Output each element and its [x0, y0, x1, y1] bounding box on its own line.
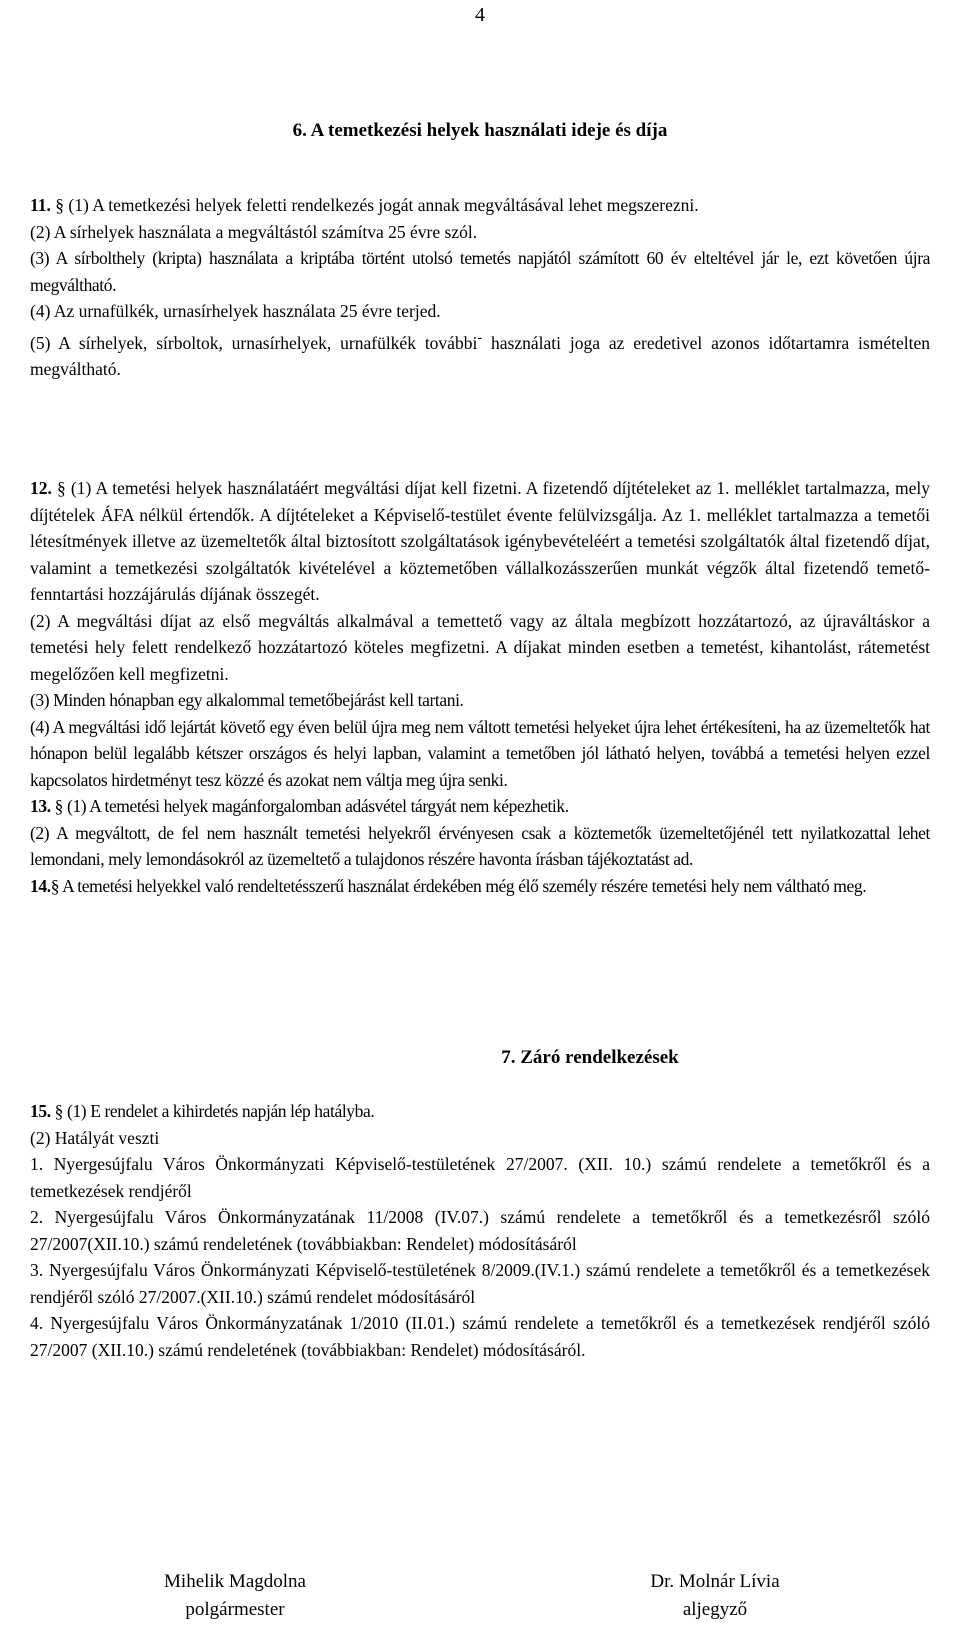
paragraph-11-2: (2) A sírhelyek használata a megváltástól számítva 25 évre szól. — [30, 221, 478, 242]
paragraph-14: 14.§ A temetési helyekkel való rendeltetésszerű használat érdekében még élő személy részére temetési hely nem váltható meg. — [30, 875, 867, 896]
mayor-title: polgármester — [185, 1599, 285, 1620]
section-number-14: 14. — [30, 875, 51, 896]
signature-left — [110, 1568, 360, 1624]
signature-right — [590, 1568, 840, 1624]
section-6-heading: 6. A temetkezési helyek használati ideje és díja — [292, 120, 668, 141]
paragraph-11-3: (3) A sírbolthely (kripta) használata a kriptába történt utolsó temetés napjától számított 60 év elteltével jár le, ezt követően újra megváltható. — [30, 248, 930, 295]
paragraph-13-2: (2) A megváltott, de fel nem használt temetési helyekről érvényesen csak a köztemetők üzemeltetőjénél tett nyilatkozattal lehet lemondani, mely lemondásokról az üzemeltető a tulajdonos részére havonta írásban tájékoztatást ad. — [30, 822, 930, 869]
section-12-body — [30, 475, 930, 899]
paragraph-13-1: 13. § (1) A temetési helyek magánforgalomban adásvétel tárgyát nem képezhetik. — [30, 796, 569, 816]
paragraph-11-4: (4) Az urnafülkék, urnasírhelyek használata 25 évre terjed. — [30, 301, 441, 321]
paragraph-11-5: (5) A sírhelyek, sírboltok, urnasírhelyek, urnafülkék további- használati joga az eredetivel azonos időtartamra ismételten megváltható. — [30, 329, 930, 379]
paragraph-12-3: (3) Minden hónapban egy alkalommal temetőbejárást kell tartani. — [30, 690, 464, 710]
section-7-heading: 7. Záró rendelkezések — [501, 1047, 679, 1068]
section-number-13: 13. — [30, 796, 51, 816]
repealed-item-2: 2. Nyergesújfalu Város Önkormányzatának 11/2008 (IV.07.) számú rendelete a temetőkről és a temetkezésről szóló 27/2007(XII.10.) számú rendeletének (továbbiakban: Rendelet) módosításáról — [30, 1207, 930, 1254]
paragraph-12-2: (2) A megváltási díjat az első megváltás alkalmával a temettető vagy az általa megbízott hozzátartozó, az újraváltáskor a temetési hely felett rendelkező hozzátartozó köteles megfizetni. A díjakat minden esetben a temetést, kihantolást, rátemetést megelőzően kell megfizetni. — [30, 610, 930, 684]
paragraph-11-1: 11. § (1) A temetkezési helyek feletti rendelkezés jogát annak megváltásával lehet megszerezni. — [30, 195, 699, 215]
section-sign: § — [55, 195, 65, 215]
section-number-15: 15. — [30, 1101, 51, 1121]
notary-name: Dr. Molnár Lívia — [650, 1571, 780, 1592]
paragraph-12-4: (4) A megváltási idő lejártát követő egy éven belül újra meg nem váltott temetési helyeket újra lehet értékesíteni, ha az üzemeltetők hat hónapon belül legalább kétszer országos és helyi lapban, valamint a temetőben jól látható helyen, továbbá a temetési helyen ezzel kapcsolatos hirdetményt tesz közzé és azokat nem váltja meg újra senki. — [30, 716, 930, 790]
notary-title: aljegyző — [682, 1599, 748, 1620]
section-6-body — [30, 192, 930, 382]
paragraph-15-2: (2) Hatályát veszti — [30, 1127, 160, 1148]
paragraph-15-1: 15. § (1) E rendelet a kihirdetés napján lép hatályba. — [30, 1101, 375, 1121]
section-7-body — [30, 1098, 930, 1363]
page-number: 4 — [475, 4, 485, 26]
repealed-item-3: 3. Nyergesújfalu Város Önkormányzati Képviselő-testületének 8/2009.(IV.1.) számú rendelete a temetőkről és a temetkezések rendjéről szóló 27/2007.(XII.10.) számú rendelet módosításáról — [30, 1260, 930, 1307]
paragraph-12-1: 12. § (1) A temetési helyek használatáért megváltási díjat kell fizetni. A fizetendő díjtételeket az 1. melléklet tartalmazza, mely díjtételek ÁFA nélkül értendők. A díjtételeket a Képviselő-testület évente felülvizsgálja. Az 1. melléklet tartalmazza a temetői létesítmények illetve az üzemeltetők által biztosított szolgáltatások igénybevételéért a temetési szolgáltatók által fizetendő díjat, valamint a temetkezési szolgáltatók kivételével a köztemetőben vállalkozásszerűen munkát végzők által fizetendő temető-fenntartási hozzájárulás díjának összegét. — [30, 478, 931, 604]
section-number-11: 11. — [30, 195, 51, 215]
mayor-name: Mihelik Magdolna — [164, 1571, 306, 1592]
section-number-12: 12. — [30, 478, 52, 498]
repealed-item-1: 1. Nyergesújfalu Város Önkormányzati Képviselő-testületének 27/2007. (XII. 10.) számú rendelete a temetőkről és a temetkezések rendjéről — [30, 1154, 930, 1201]
repealed-item-4: 4. Nyergesújfalu Város Önkormányzatának 1/2010 (II.01.) számú rendelete a temetőkről és a temetkezések rendjéről szóló 27/2007 (XII.10.) számú rendeletének (továbbiakban: Rendelet) módosításáról. — [30, 1313, 930, 1360]
